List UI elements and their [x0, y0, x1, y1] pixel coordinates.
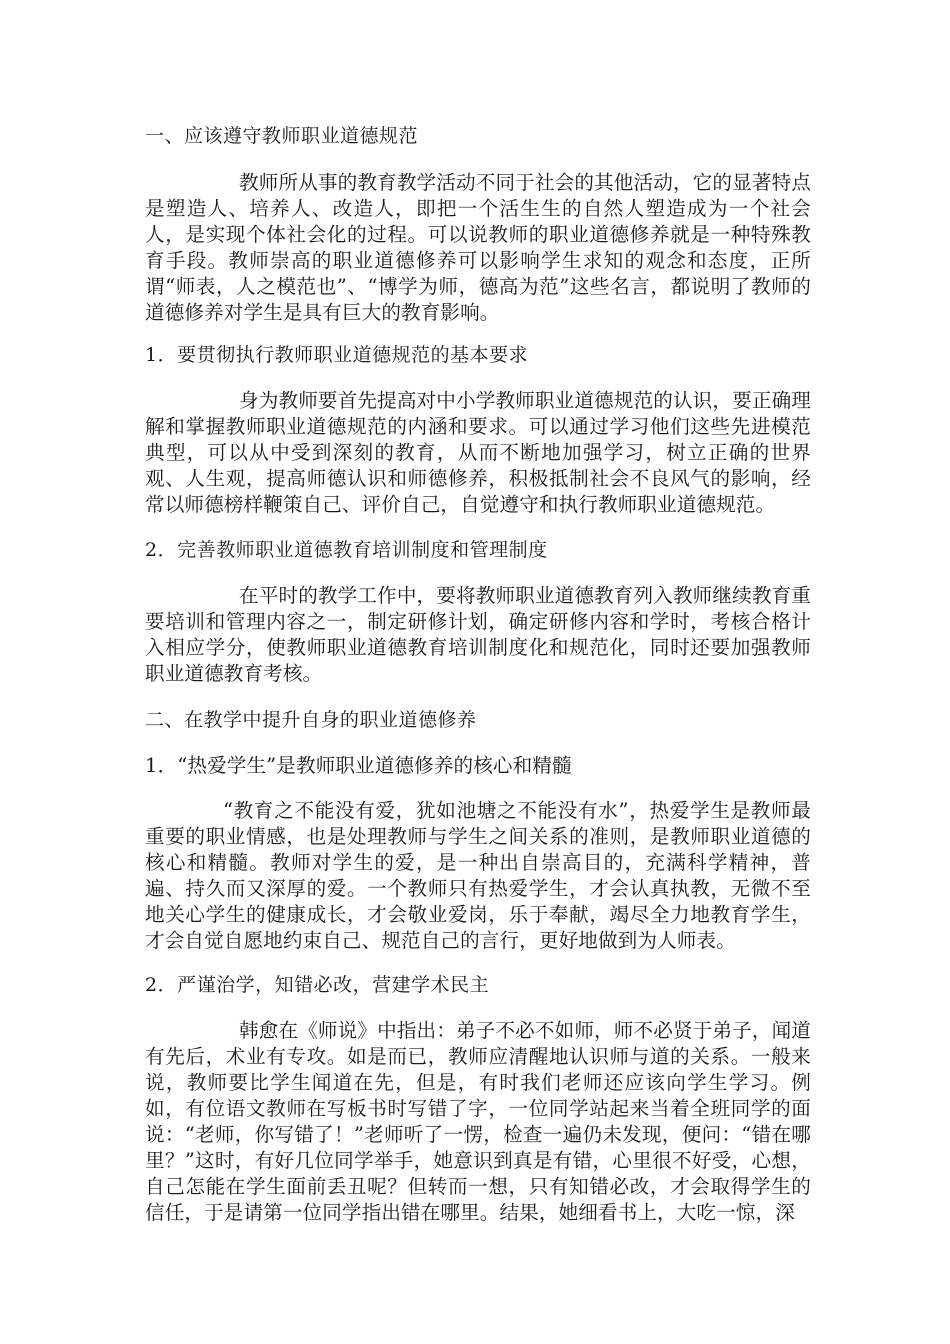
paragraph-text: 身为教师要首先提高对中小学教师职业道德规范的认识，要正确理解和掌握教师职业道德规范的内涵和要求。可以通过学习他们这些先进模范典型，可以从中受到深刻的教育，从而不断地加强学习，树立正确的世界观、人生观，提高师德认识和师德修养，积极抵制社会不良风气的影响，经常以师德榜样鞭策自己、评价自己，自觉遵守和执行教师职业道德规范。	[145, 389, 811, 516]
section-heading: 一、应该遵守教师职业道德规范	[145, 125, 419, 147]
subsection-heading: 2．完善教师职业道德教育培训制度和管理制度	[145, 539, 548, 561]
paragraph-text: 教师所从事的教育教学活动不同于社会的其他活动，它的显著特点是塑造人、培养人、改造人，即把一个活生生的自然人塑造成为一个社会人，是实现个体社会化的过程。可以说教师的职业道德修养就是一种特殊教育手段。教师崇高的职业道德修养可以影响学生求知的观念和态度，正所谓“师表，人之模范也”、“博学为师，德高为范”这些名言，都说明了教师的道德修养对学生是具有巨大的教育影响。	[145, 171, 811, 324]
paragraph-text: 韩愈在《师说》中指出：弟子不必不如师，师不必贤于弟子，闻道有先后，术业有专攻。如是而已，教师应清醒地认识师与道的关系。一般来说，教师要比学生闻道在先，但是，有时我们老师还应该向学生学习。例如，有位语文教师在写板书时写错了字，一位同学站起来当着全班同学的面说：“老师，你写错了！”老师听了一愣，检查一遍仍未发现，便问：“错在哪里？”这时，有好几位同学举手，她意识到真是有错，心里很不好受，心想，自己怎能在学生面前丢丑呢？但转而一想，只有知错必改，才会取得学生的信任，于是请第一位同学指出错在哪里。结果，她细看书上，大吃一惊，深	[145, 1019, 811, 1224]
paragraph	[145, 388, 811, 518]
paragraph-text: 在平时的教学工作中，要将教师职业道德教育列入教师继续教育重要培训和管理内容之一，制定研修计划，确定研修内容和学时，考核合格计入相应学分，使教师职业道德教育培训制度化和规范化，同时还要加强教师职业道德教育考核。	[145, 584, 811, 685]
subsection-heading: 1．“热爱学生”是教师职业道德修养的核心和精髓	[145, 754, 572, 777]
paragraph	[145, 170, 811, 326]
subsection-heading: 1．要贯彻执行教师职业道德规范的基本要求	[145, 344, 529, 366]
paragraph	[145, 583, 811, 687]
subsection-heading: 2．严谨治学，知错必改，营建学术民主	[145, 974, 490, 996]
paragraph	[145, 798, 811, 954]
paragraph-text: “教育之不能没有爱，犹如池塘之不能没有水”，热爱学生是教师最重要的职业情感，也是处理教师与学生之间关系的准则，是教师职业道德的核心和精髓。教师对学生的爱，是一种出自崇高目的，充满科学精神，普遍、持久而又深厚的爱。一个教师只有热爱学生，才会认真执教，无微不至地关心学生的健康成长，才会敬业爱岗，乐于奉献，竭尽全力地教育学生，才会自觉自愿地约束自己、规范自己的言行，更好地做到为人师表。	[145, 799, 811, 952]
paragraph	[145, 1018, 811, 1226]
section-heading: 二、在教学中提升自身的职业道德修养	[145, 709, 477, 731]
